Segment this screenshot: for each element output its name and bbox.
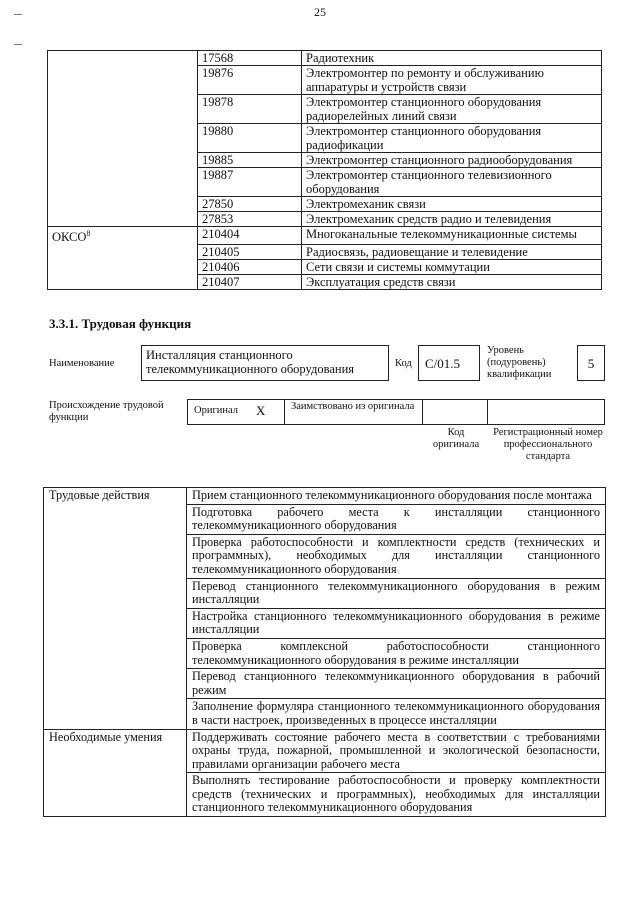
title-cell: Электромонтер станционного оборудования радиофикации	[302, 124, 602, 153]
group-cell	[48, 95, 198, 124]
title-cell: Радиосвязь, радиовещание и телевидение	[302, 244, 602, 259]
page-number: 25	[314, 5, 326, 19]
group-cell	[48, 212, 198, 227]
action-item: Поддерживать состояние рабочего места в соответствии с требованиями охраны труда, пожарной, промышленной и экологической безопасности, правилами организации рабочего места	[187, 729, 606, 773]
group-cell	[48, 124, 198, 153]
level-value: 5	[577, 345, 605, 381]
action-item: Настройка станционного телекоммуникационного оборудования в режиме инсталляции	[187, 608, 606, 638]
table-row	[48, 51, 602, 66]
title-cell: Электромонтер станционного оборудования радиорелейных линий связи	[302, 95, 602, 124]
original-cell	[187, 399, 285, 425]
group-cell	[48, 227, 198, 245]
original-mark: X	[256, 403, 266, 418]
code-label: Код	[395, 358, 412, 369]
table-row	[48, 153, 602, 168]
table-row	[48, 227, 602, 245]
code-cell: 19885	[198, 153, 302, 168]
title-cell: Электромонтер по ремонту и обслуживанию аппаратуры и устройств связи	[302, 66, 602, 95]
title-cell: Электромеханик средств радио и телевидения	[302, 212, 602, 227]
action-item: Выполнять тестирование работоспособности и проверку комплектности средств (технических и программных), необходимых для инсталляции станционного телекоммуникационного оборудования	[187, 773, 606, 817]
table-row	[48, 259, 602, 274]
table-row	[48, 95, 602, 124]
title-cell: Эксплуатация средств связи	[302, 274, 602, 289]
group-label: ОКСО	[52, 230, 87, 245]
code-cell: 210407	[198, 274, 302, 289]
code-cell: 210405	[198, 244, 302, 259]
borrowed-label: Заимствовано из оригинала	[284, 399, 423, 425]
table-row	[44, 488, 606, 505]
section-title: 3.3.1. Трудовая функция	[49, 316, 192, 331]
title-cell: Электромеханик связи	[302, 197, 602, 212]
action-item: Заполнение формуляра станционного телекоммуникационного оборудования в части настроек, произведенных в процессе инсталляции	[187, 699, 606, 729]
reg-number-caption: Регистрационный номер профессионального стандарта	[493, 427, 603, 462]
code-cell: 210404	[198, 227, 302, 245]
table-row	[44, 729, 606, 773]
function-name-value: Инсталляция станционного телекоммуникационного оборудования	[141, 345, 389, 381]
code-cell: 210406	[198, 259, 302, 274]
group-cell	[48, 259, 198, 274]
original-code-cell	[422, 399, 488, 425]
group-cell	[48, 168, 198, 197]
name-label: Наименование	[49, 358, 115, 369]
title-cell: Электромонтер станционного радиооборудования	[302, 153, 602, 168]
table-row	[48, 244, 602, 259]
code-cell: 19878	[198, 95, 302, 124]
group-cell	[48, 197, 198, 212]
function-code-value: C/01.5	[418, 345, 480, 381]
group-cell	[48, 66, 198, 95]
code-cell: 27853	[198, 212, 302, 227]
action-item: Перевод станционного телекоммуникационного оборудования в режим инсталляции	[187, 578, 606, 608]
group-cell	[48, 153, 198, 168]
actions-table	[43, 487, 606, 817]
action-item: Перевод станционного телекоммуникационного оборудования в рабочий режим	[187, 669, 606, 699]
table-row	[48, 212, 602, 227]
code-cell: 19887	[198, 168, 302, 197]
category-cell: Трудовые действия	[44, 488, 187, 730]
title-cell: Радиотехник	[302, 51, 602, 66]
code-cell: 19876	[198, 66, 302, 95]
scan-artifact	[14, 44, 22, 53]
footnote-mark: 8	[86, 229, 91, 238]
level-label: Уровень (подуровень) квалификации	[487, 345, 552, 380]
action-item: Прием станционного телекоммуникационного оборудования после монтажа	[187, 488, 606, 505]
title-cell: Сети связи и системы коммутации	[302, 259, 602, 274]
title-cell: Многоканальные телекоммуникационные системы	[302, 227, 602, 245]
group-cell	[48, 51, 198, 66]
reg-number-cell	[487, 399, 605, 425]
origin-label: Происхождение трудовой функции	[49, 400, 164, 423]
action-item: Подготовка рабочего места к инсталляции станционного телекоммуникационного оборудования	[187, 504, 606, 534]
table-row	[48, 168, 602, 197]
code-cell: 19880	[198, 124, 302, 153]
code-original-caption: Код оригинала	[432, 427, 480, 450]
code-cell: 27850	[198, 197, 302, 212]
group-cell	[48, 274, 198, 289]
table-row	[48, 197, 602, 212]
original-label: Оригинал	[194, 405, 238, 416]
group-cell	[48, 244, 198, 259]
category-cell: Необходимые умения	[44, 729, 187, 817]
title-cell: Электромонтер станционного телевизионного оборудования	[302, 168, 602, 197]
table-row	[48, 124, 602, 153]
table-row	[48, 274, 602, 289]
codes-table	[47, 50, 602, 290]
code-cell: 17568	[198, 51, 302, 66]
action-item: Проверка работоспособности и комплектности средств (технических и программных), необходимых для инсталляции станционного телекоммуникационного оборудования	[187, 534, 606, 578]
action-item: Проверка комплексной работоспособности станционного телекоммуникационного оборудования в режиме инсталляции	[187, 638, 606, 668]
table-row	[48, 66, 602, 95]
